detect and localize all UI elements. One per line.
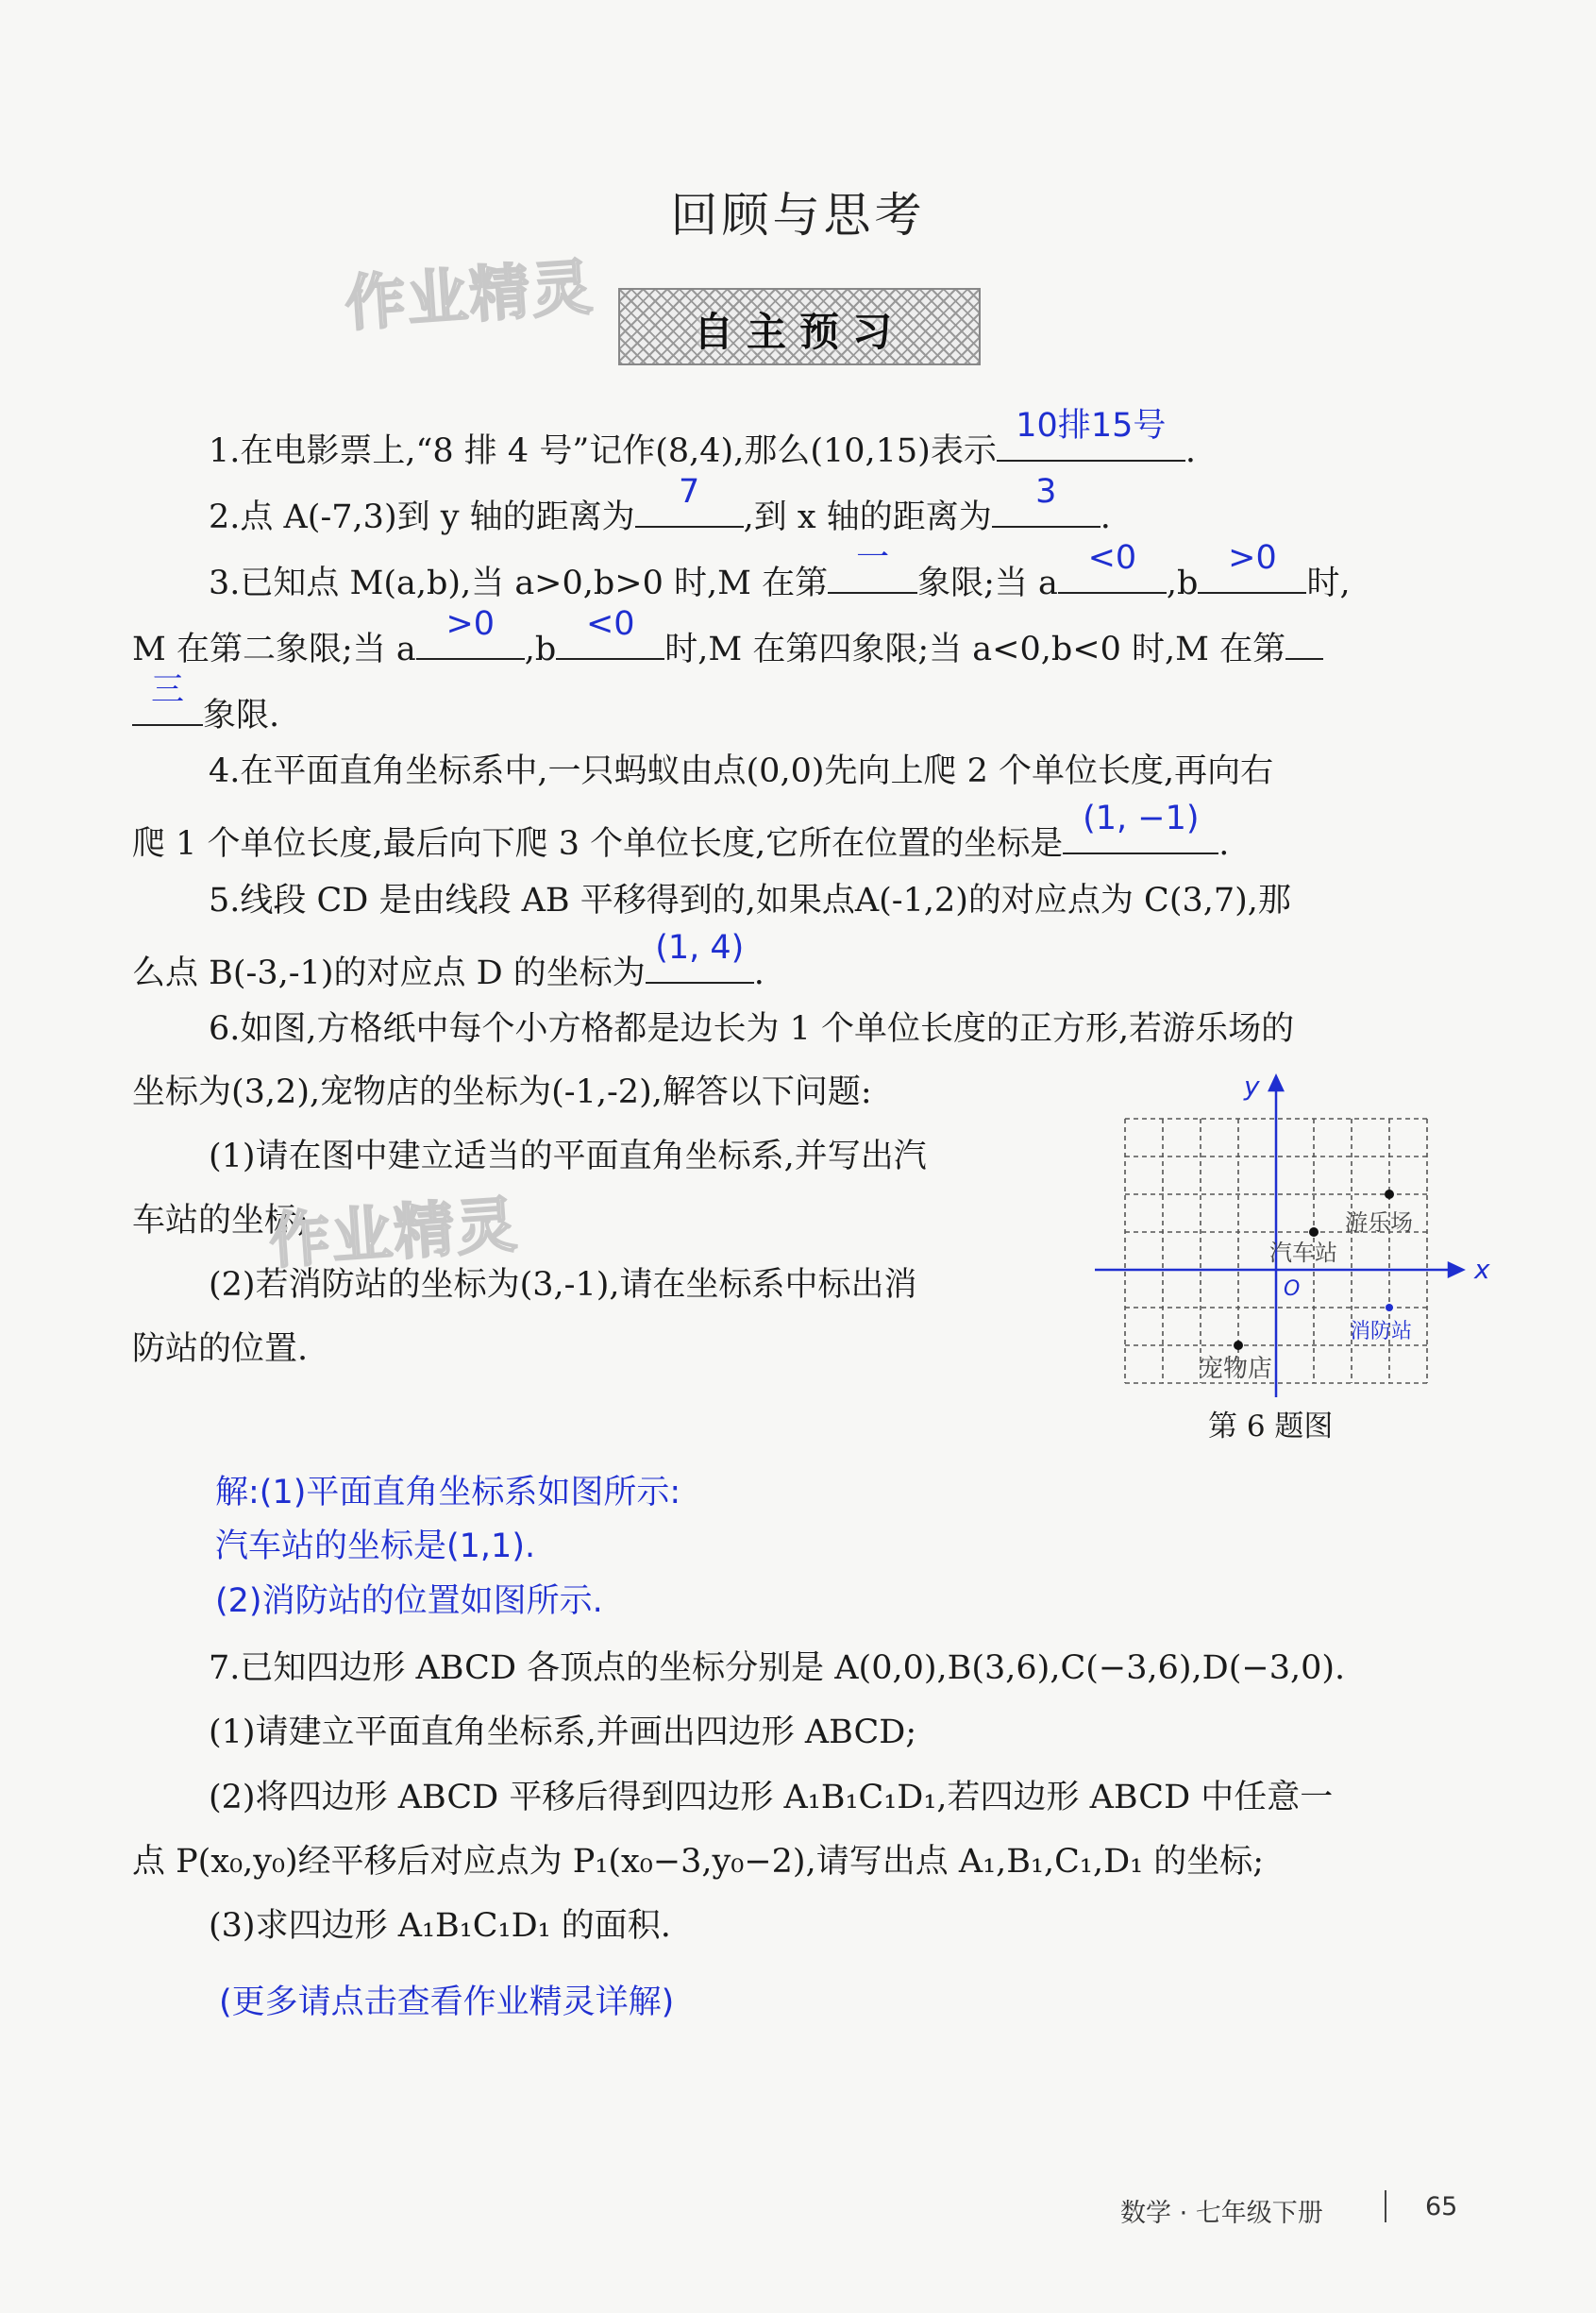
question-6-line-6: 防站的位置. bbox=[132, 1330, 309, 1368]
question-4-line-1: 4.在平面直角坐标系中,一只蚂蚁由点(0,0)先向上爬 2 个单位长度,再向右 bbox=[209, 752, 1274, 790]
x-axis-label: x bbox=[1474, 1254, 1490, 1285]
answer-blank bbox=[1285, 625, 1323, 660]
question-1: 1.在电影票上,“8 排 4 号”记作(8,4),那么(10,15)表示 10排15号 . bbox=[209, 407, 1196, 470]
figure-background bbox=[1095, 1067, 1491, 1407]
question-3-line-2: M 在第二象限;当 a >0 ,b <0 时,M 在第四象限;当 a<0,b<0 时,M 在第 bbox=[132, 625, 1323, 667]
question-7-line-2: (1)请建立平面直角坐标系,并画出四边形 ABCD; bbox=[209, 1714, 917, 1751]
question-5-line-2: 么点 B(-3,-1)的对应点 D 的坐标为 (1, 4) . bbox=[132, 929, 764, 992]
question-6-line-1: 6.如图,方格纸中每个小方格都是边长为 1 个单位长度的正方形,若游乐场的 bbox=[209, 1010, 1295, 1048]
watermark: 作业精灵 bbox=[267, 1190, 521, 1278]
section-badge-label: 自主预习 bbox=[693, 309, 905, 355]
answer-blank: (1, 4) bbox=[646, 949, 754, 984]
y-axis-label: y bbox=[1244, 1071, 1260, 1102]
origin-label: O bbox=[1284, 1277, 1301, 1301]
pet-store-point bbox=[1234, 1341, 1243, 1350]
answer-blank: 3 bbox=[992, 493, 1100, 528]
question-6-line-3: (1)请在图中建立适当的平面直角坐标系,并写出汽 bbox=[209, 1138, 927, 1175]
footer-divider bbox=[1385, 2190, 1386, 2222]
solution-line-1: 解:(1)平面直角坐标系如图所示: bbox=[215, 1474, 681, 1511]
question-7-line-5: (3)求四边形 A₁B₁C₁D₁ 的面积. bbox=[209, 1907, 671, 1945]
park-point bbox=[1385, 1190, 1394, 1199]
pet-store-label: 宠物店 bbox=[1199, 1355, 1273, 1383]
solution-line-2: 汽车站的坐标是(1,1). bbox=[215, 1528, 536, 1565]
question-6-line-2: 坐标为(3,2),宠物店的坐标为(-1,-2),解答以下问题: bbox=[132, 1073, 872, 1111]
question-5-line-1: 5.线段 CD 是由线段 AB 平移得到的,如果点A(-1,2)的对应点为 C(3,7),那 bbox=[209, 882, 1291, 920]
park-label: 游乐场 bbox=[1345, 1209, 1413, 1236]
question-2: 2.点 A(-7,3)到 y 轴的距离为 7 ,到 x 轴的距离为 3 . bbox=[209, 473, 1111, 536]
bus-station-label: 汽车站 bbox=[1269, 1240, 1337, 1266]
coordinate-figure bbox=[1095, 1067, 1491, 1407]
answer-blank: (1, −1) bbox=[1063, 819, 1218, 854]
solution-line-3: (2)消防站的位置如图所示. bbox=[215, 1582, 603, 1620]
answer-blank: <0 bbox=[1058, 559, 1167, 594]
fire-station-point bbox=[1386, 1304, 1393, 1311]
question-6-line-5: (2)若消防站的坐标为(3,-1),请在坐标系中标出消 bbox=[209, 1266, 917, 1304]
watermark: 作业精灵 bbox=[343, 252, 596, 341]
more-details-link[interactable]: (更多请点击查看作业精灵详解) bbox=[219, 1984, 675, 2021]
bus-station-point bbox=[1309, 1227, 1319, 1237]
question-3-line-3: 三 象限. bbox=[132, 691, 279, 733]
figure-caption: 第 6 题图 bbox=[1208, 1410, 1334, 1444]
question-3-line-1: 3.已知点 M(a,b),当 a>0,b>0 时,M 在第 一 象限;当 a <0 ,b >0 时, bbox=[209, 539, 1351, 602]
answer-blank: 7 bbox=[635, 493, 744, 528]
answer-blank: 10排15号 bbox=[997, 427, 1185, 462]
question-7-line-4: 点 P(x₀,y₀)经平移后对应点为 P₁(x₀−3,y₀−2),请写出点 A₁,B₁,C₁,D₁ 的坐标; bbox=[132, 1843, 1265, 1881]
answer-blank: >0 bbox=[416, 625, 525, 660]
answer-blank: >0 bbox=[1198, 559, 1306, 594]
answer-blank: 三 bbox=[132, 691, 203, 726]
answer-blank: <0 bbox=[556, 625, 664, 660]
fire-station-label: 消防站 bbox=[1350, 1320, 1413, 1343]
answer-blank: 一 bbox=[828, 559, 917, 594]
question-7-line-1: 7.已知四边形 ABCD 各顶点的坐标分别是 A(0,0),B(3,6),C(−3,6),D(−3,0). bbox=[209, 1649, 1346, 1687]
section-badge bbox=[618, 288, 981, 365]
page-number: 65 bbox=[1425, 2192, 1458, 2221]
question-4-line-2: 爬 1 个单位长度,最后向下爬 3 个单位长度,它所在位置的坐标是 (1, −1) . bbox=[132, 800, 1230, 863]
footer-book-title: 数学 · 七年级下册 bbox=[1120, 2199, 1323, 2228]
question-6-line-4: 车站的坐标; bbox=[132, 1202, 309, 1240]
page-title: 回顾与思考 bbox=[670, 188, 926, 243]
question-7-line-3: (2)将四边形 ABCD 平移后得到四边形 A₁B₁C₁D₁,若四边形 ABCD 中任意一 bbox=[209, 1779, 1334, 1816]
